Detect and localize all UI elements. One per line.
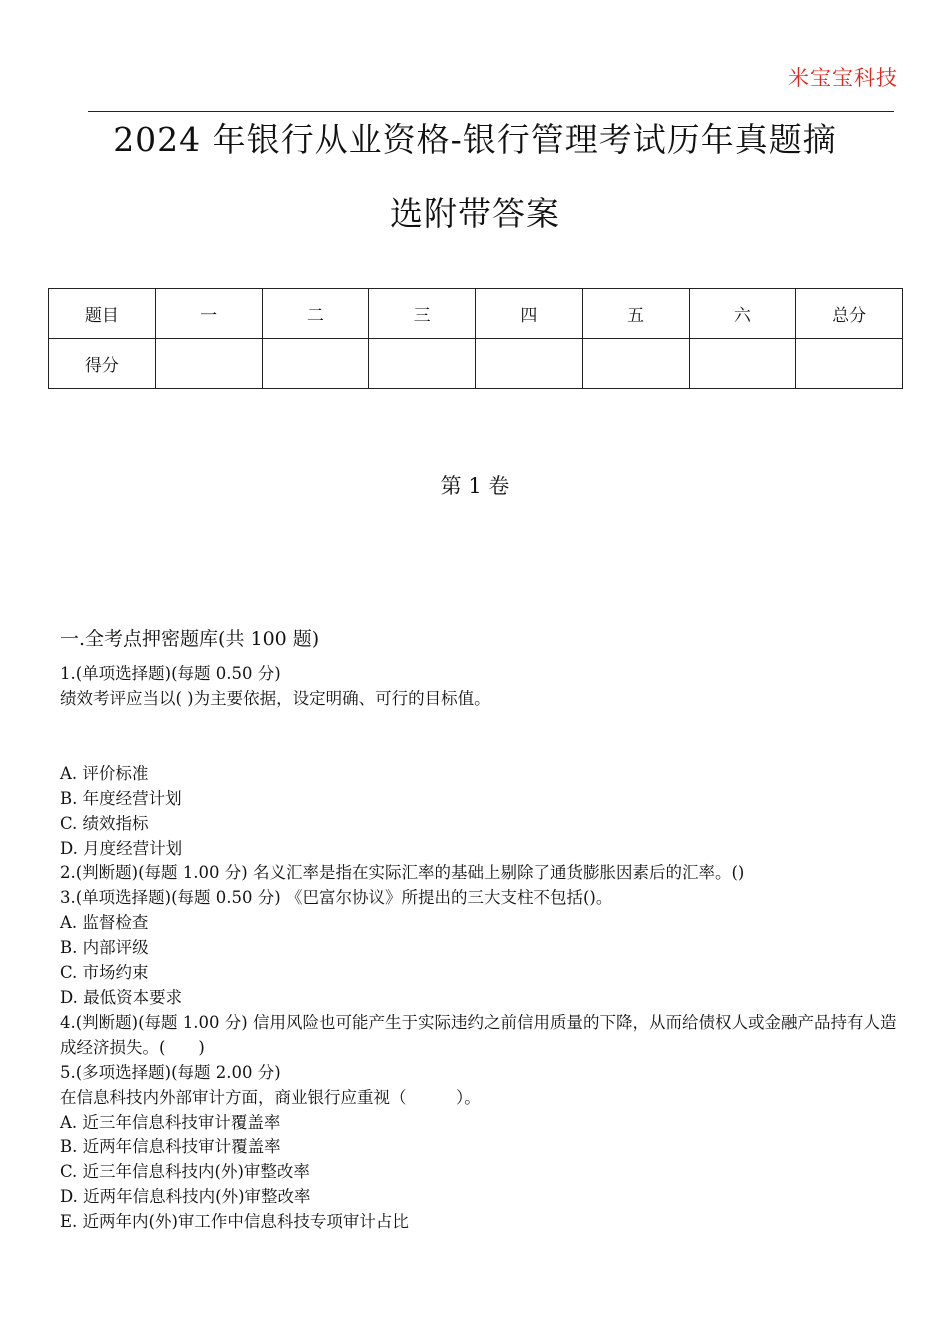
document-title-line-1: 2024 年银行从业资格-银行管理考试历年真题摘 [113,120,837,159]
score-table-cell: 题目 [49,289,156,339]
score-table-cell [155,339,262,389]
answer-space [60,712,900,762]
score-table-cell: 二 [262,289,369,339]
question-1-option: B. 年度经营计划 [60,788,182,808]
question-5-option: D. 近两年信息科技内(外)审整改率 [60,1187,311,1207]
question-3: 3.(单项选择题)(每题 0.50 分) 《巴富尔协议》所提出的三大支柱不包括()。 [60,888,613,908]
question-1-option: D. 月度经营计划 [60,838,183,858]
question-3-option: C. 市场约束 [60,963,149,983]
document-title-line-2: 选附带答案 [390,194,560,233]
score-table-score-row [49,339,903,389]
score-table-cell: 总分 [796,289,903,339]
question-5-header: 5.(多项选择题)(每题 2.00 分) [60,1062,281,1082]
question-1-option: A. 评价标准 [60,763,149,783]
score-table-cell [476,339,583,389]
score-table-cell [689,339,796,389]
question-4: 4.(判断题)(每题 1.00 分) 信用风险也可能产生于实际违约之前信用质量的下降，从而给债权人或金融产品持有人造成经济损失。( ) [60,1012,897,1057]
question-5-option: B. 近两年信息科技审计覆盖率 [60,1137,281,1157]
question-2: 2.(判断题)(每题 1.00 分) 名义汇率是指在实际汇率的基础上剔除了通货膨胀因素后的汇率。() [60,863,745,883]
header-rule [88,111,894,112]
score-table-cell: 五 [582,289,689,339]
score-table-cell: 三 [369,289,476,339]
question-1-option: C. 绩效指标 [60,813,149,833]
score-table-cell: 四 [476,289,583,339]
score-table-cell: 六 [689,289,796,339]
brand-name: 米宝宝科技 [788,66,898,90]
score-table-cell [369,339,476,389]
question-5-option: A. 近三年信息科技审计覆盖率 [60,1112,281,1132]
score-table-cell [582,339,689,389]
score-table-cell [262,339,369,389]
score-table-cell [796,339,903,389]
question-3-option: B. 内部评级 [60,938,149,958]
question-3-option: A. 监督检查 [60,913,149,933]
question-5-option: C. 近三年信息科技内(外)审整改率 [60,1162,310,1182]
score-table-cell: 一 [155,289,262,339]
score-table [48,288,903,389]
question-5-option: E. 近两年内(外)审工作中信息科技专项审计占比 [60,1212,409,1232]
section-title: 一.全考点押密题库(共 100 题) [60,628,320,650]
score-table-header-row [49,289,903,339]
question-3-option: D. 最低资本要求 [60,987,183,1007]
question-1-header: 1.(单项选择题)(每题 0.50 分) [60,664,281,683]
score-table-cell: 得分 [49,339,156,389]
question-5-stem: 在信息科技内外部审计方面，商业银行应重视（ ）。 [60,1087,481,1107]
question-list [60,662,900,1235]
question-1-stem: 绩效考评应当以( )为主要依据，设定明确、可行的目标值。 [60,688,491,708]
volume-label: 第 1 卷 [440,474,510,498]
